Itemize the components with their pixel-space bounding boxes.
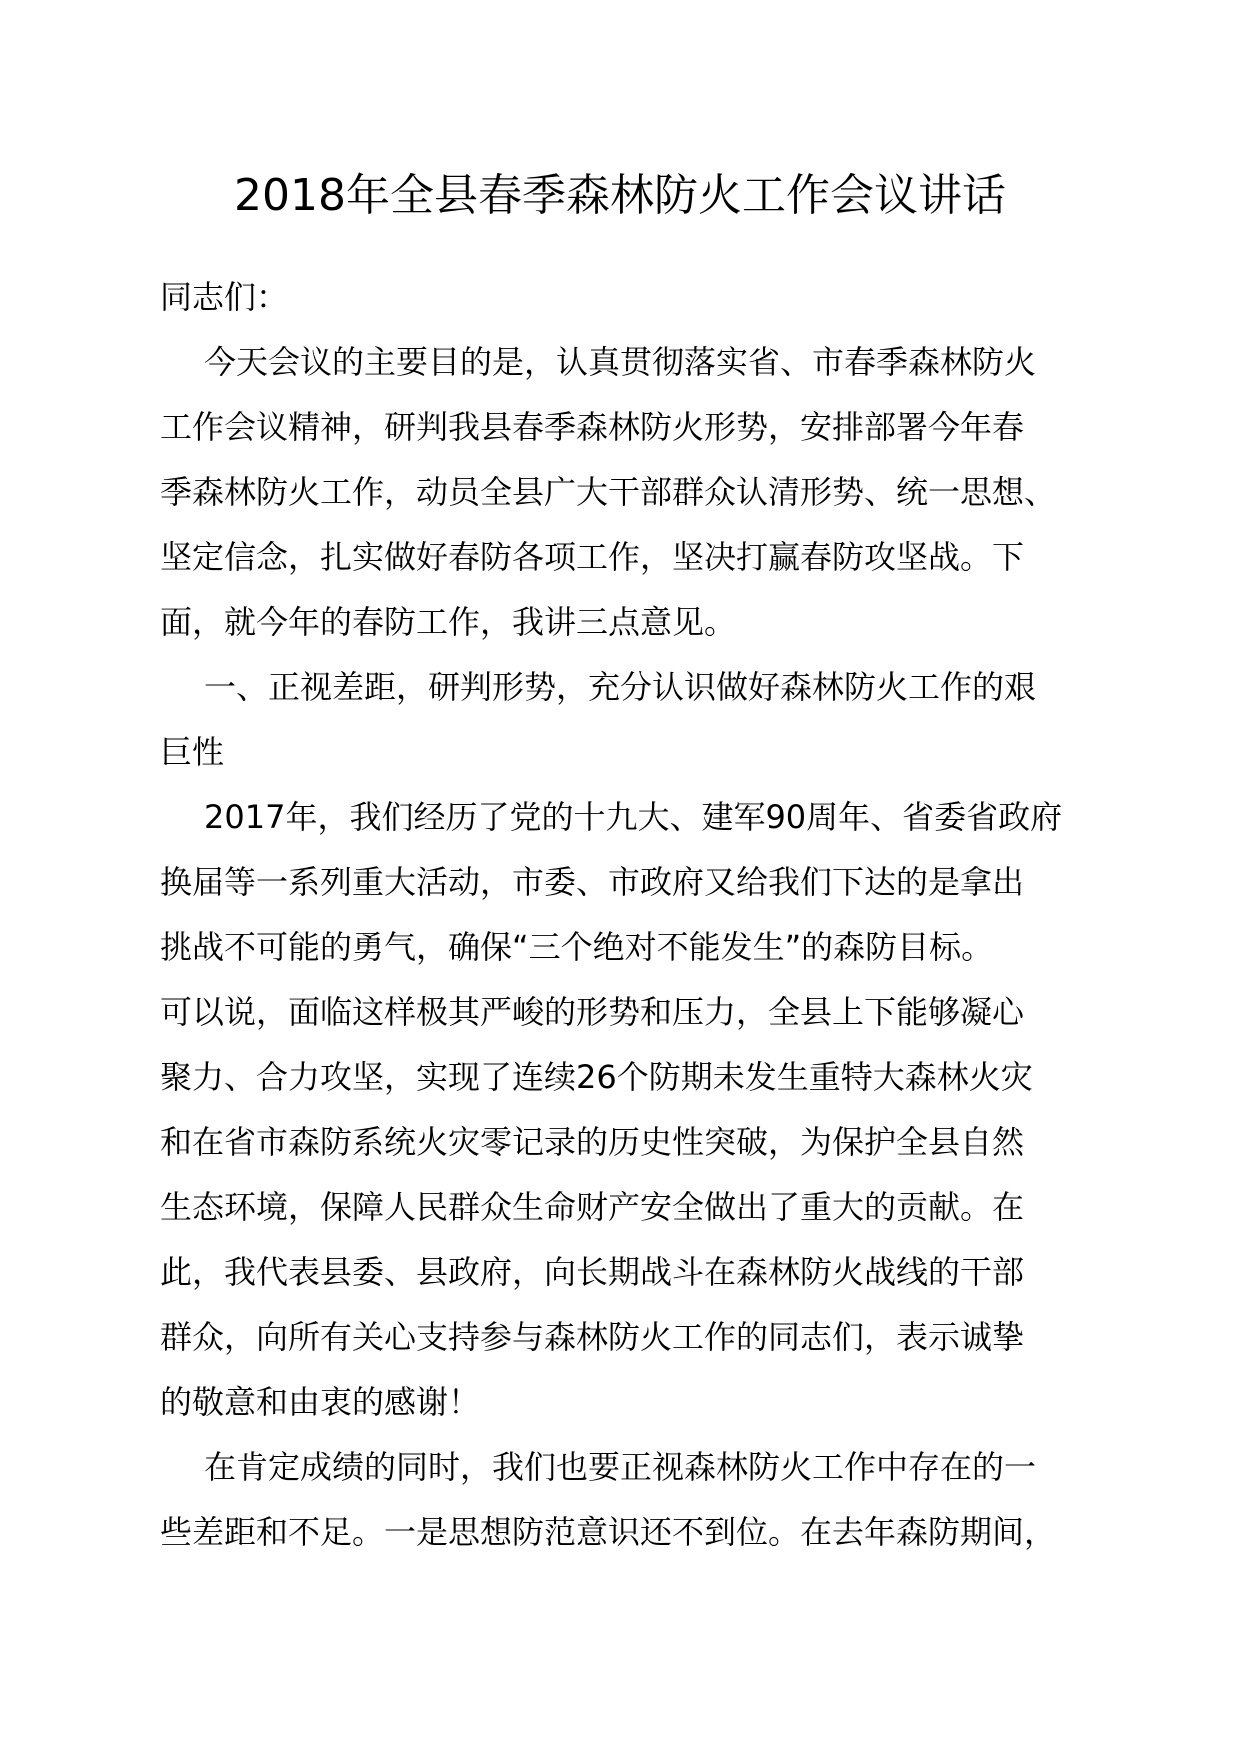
body-line: 面，就今年的春防工作，我讲三点意见。 (160, 603, 737, 641)
body-line: 可以说，面临这样极其严峻的形势和压力，全县上下能够凝心 (160, 993, 1025, 1031)
body-line: 季森林防火工作，动员全县广大干部群众认清形势、统一思想、 (160, 473, 1057, 511)
body-line: 换届等一系列重大活动，市委、市政府又给我们下达的是拿出 (160, 863, 1025, 901)
body-line: 的敬意和由衷的感谢！ (160, 1383, 481, 1421)
body-line: 今天会议的主要目的是，认真贯彻落实省、市春季森林防火 (204, 343, 1037, 381)
section-heading-line: 巨性 (160, 733, 225, 771)
body-line: 群众，向所有关心支持参与森林防火工作的同志们，表示诚挚 (160, 1318, 1025, 1356)
document-title: 2018年全县春季森林防火工作会议讲话 (234, 170, 1006, 221)
body-line: 些差距和不足。一是思想防范意识还不到位。在去年森防期间， (160, 1513, 1057, 1551)
body-line: 此，我代表县委、县政府，向长期战斗在森林防火战线的干部 (160, 1253, 1025, 1291)
body-line: 挑战不可能的勇气，确保“三个绝对不能发生”的森防目标。 (160, 928, 994, 966)
body-line: 同志们： (160, 278, 289, 316)
body-line: 聚力、合力攻坚，实现了连续26个防期未发生重特大森林火灾 (160, 1058, 1033, 1096)
body-line: 2017年，我们经历了党的十九大、建军90周年、省委省政府 (204, 798, 1063, 836)
body-line: 和在省市森防系统火灾零记录的历史性突破，为保护全县自然 (160, 1123, 1025, 1161)
document-body (160, 265, 1120, 1565)
body-line: 工作会议精神，研判我县春季森林防火形势，安排部署今年春 (160, 408, 1025, 446)
body-line: 坚定信念，扎实做好春防各项工作，坚决打赢春防攻坚战。下 (160, 538, 1025, 576)
body-line: 生态环境，保障人民群众生命财产安全做出了重大的贡献。在 (160, 1188, 1025, 1226)
body-line: 在肯定成绩的同时，我们也要正视森林防火工作中存在的一 (204, 1448, 1037, 1486)
section-heading-line: 一、正视差距，研判形势，充分认识做好森林防火工作的艰 (204, 668, 1037, 706)
